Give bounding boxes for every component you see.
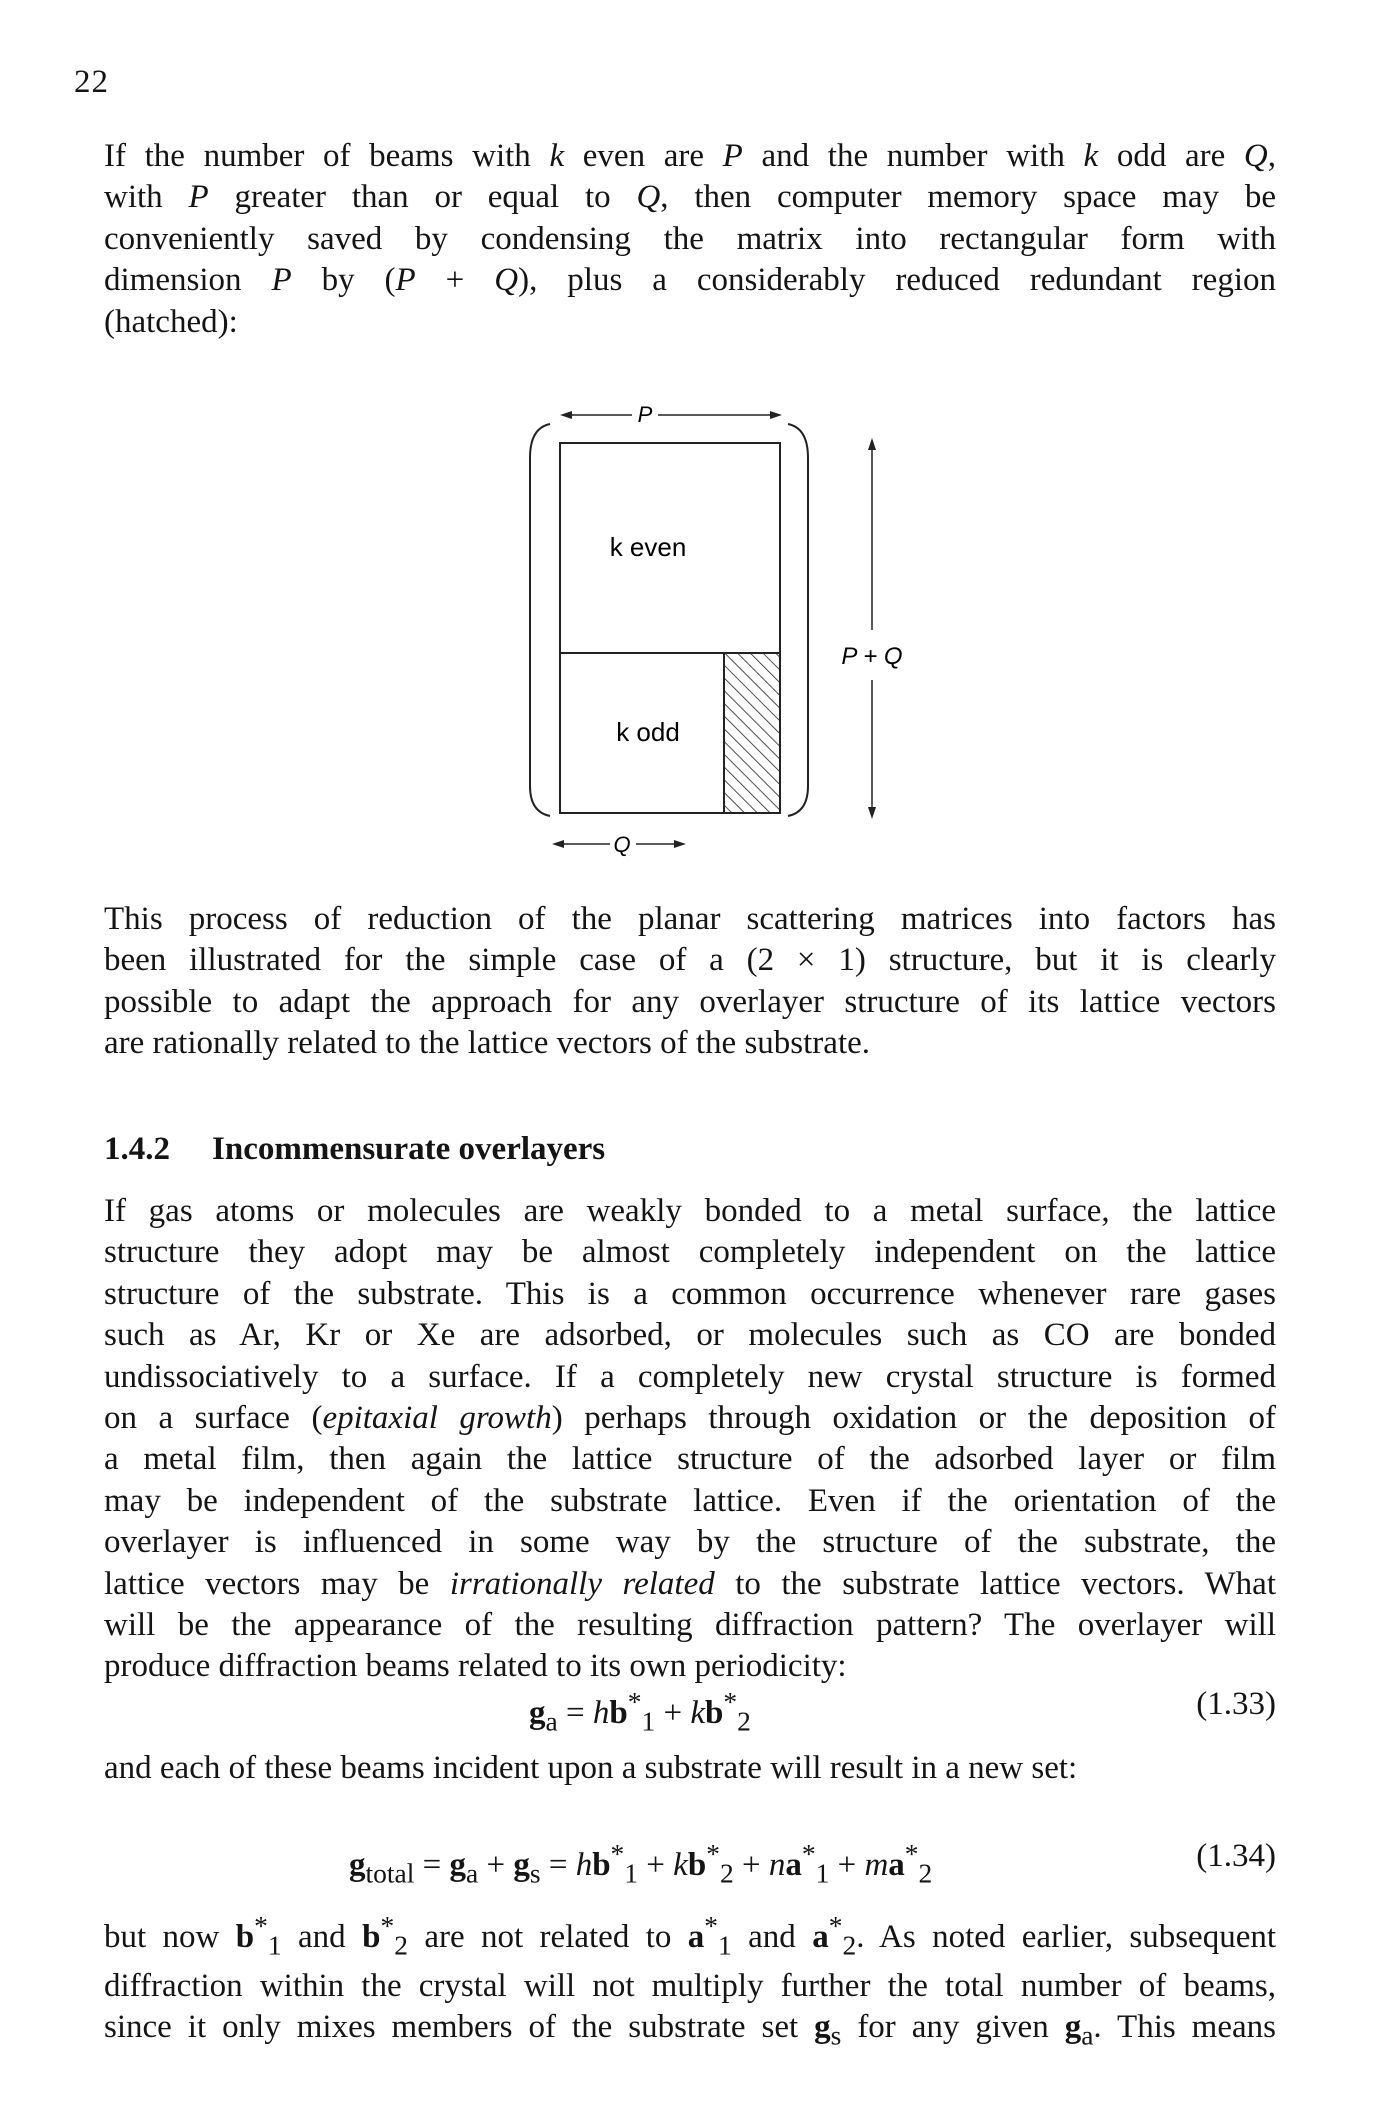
text-line: overlayer is influenced in some way by the structure of the substrate, the: [104, 1524, 1276, 1561]
text-line: dimension P by (P + Q), plus a considerably reduced redundant region: [104, 262, 1276, 299]
text-line: a metal film, then again the lattice structure of the adsorbed layer or film: [104, 1441, 1276, 1478]
text-line: lattice vectors may be irrationally related to the substrate lattice vectors. What: [104, 1565, 1276, 1602]
label-p-plus-q: P + Q: [841, 643, 903, 670]
text-line: If the number of beams with k even are P and the number with k odd are Q,: [104, 138, 1276, 174]
section-number: 1.4.2: [104, 1131, 170, 1167]
text-line: are rationally related to the lattice vectors of the substrate.: [104, 1025, 871, 1062]
intro-paragraph: [104, 136, 1276, 343]
text-line: undissociatively to a surface. If a completely new crystal structure is formed: [104, 1358, 1276, 1395]
text-line: but now $b^*_1$ and $b^*_2$ are not related to $a^*_1$ and $a^*_2$. As noted earlier, subsequent: [104, 1910, 1277, 1961]
text-line: with P greater than or equal to Q, then computer memory space may be: [104, 179, 1276, 216]
text-line: may be independent of the substrate lattice. Even if the orientation of the: [104, 1482, 1276, 1519]
incommensurate-paragraph: [104, 1191, 1276, 1688]
p-plus-q-dimension-arrow: [841, 438, 902, 819]
hatched-redundant-region: [724, 653, 780, 813]
text-line: structure of the substrate. This is a common occurrence whenever rare gases: [104, 1275, 1276, 1312]
label-k-odd: k odd: [616, 717, 680, 747]
closing-paragraph: [104, 1905, 1276, 2056]
q-dimension-arrow: [552, 832, 686, 857]
page-number: 22: [74, 64, 109, 100]
text-line: since it only mixes members of the substrate set $g_s$ for any given $g_a$. This means: [104, 2009, 1276, 2051]
section-title: Incommensurate overlayers: [212, 1131, 606, 1167]
equation-number-1-34: (1.34): [1196, 1838, 1276, 1874]
section-heading: [104, 1131, 605, 1168]
text-line: This process of reduction of the planar scattering matrices into factors has: [104, 901, 1276, 937]
equation-number-1-33: (1.33): [1196, 1686, 1276, 1722]
text-line: structure they adopt may be almost completely independent on the lattice: [104, 1234, 1276, 1271]
reduction-paragraph: [104, 899, 1276, 1065]
equation-1-33: $g_a = hb^*_1 + kb^*_2$: [529, 1686, 751, 1737]
label-p: P: [637, 402, 653, 427]
text-line: diffraction within the crystal will not multiply further the total number of beams,: [104, 1968, 1276, 2004]
between-equations-text: [104, 1748, 1276, 1789]
label-q: Q: [613, 832, 631, 857]
text-line: produce diffraction beams related to its own periodicity:: [104, 1648, 847, 1685]
matrix-diagram: [520, 398, 940, 868]
text-line: conveniently saved by condensing the matrix into rectangular form with: [104, 220, 1276, 257]
text-line: and each of these beams incident upon a substrate will result in a new set:: [104, 1750, 1078, 1786]
text-line: (hatched):: [104, 303, 238, 340]
text-line: possible to adapt the approach for any overlayer structure of its lattice vectors: [104, 983, 1276, 1020]
text-line: will be the appearance of the resulting diffraction pattern? The overlayer will: [104, 1607, 1276, 1644]
text-line: been illustrated for the simple case of a (2 × 1) structure, but it is clearly: [104, 942, 1276, 979]
text-line: on a surface (epitaxial growth) perhaps through oxidation or the deposition of: [104, 1400, 1277, 1437]
text-line: If gas atoms or molecules are weakly bonded to a metal surface, the lattice: [104, 1193, 1276, 1229]
p-dimension-arrow: [560, 402, 782, 427]
text-line: such as Ar, Kr or Xe are adsorbed, or molecules such as CO are bonded: [104, 1317, 1276, 1354]
label-k-even: k even: [609, 532, 687, 562]
equation-1-34: $g_{total} = g_a + g_s = hb^*_1 + kb^*_2 + na^*_1 + ma^*_2$: [349, 1838, 933, 1889]
